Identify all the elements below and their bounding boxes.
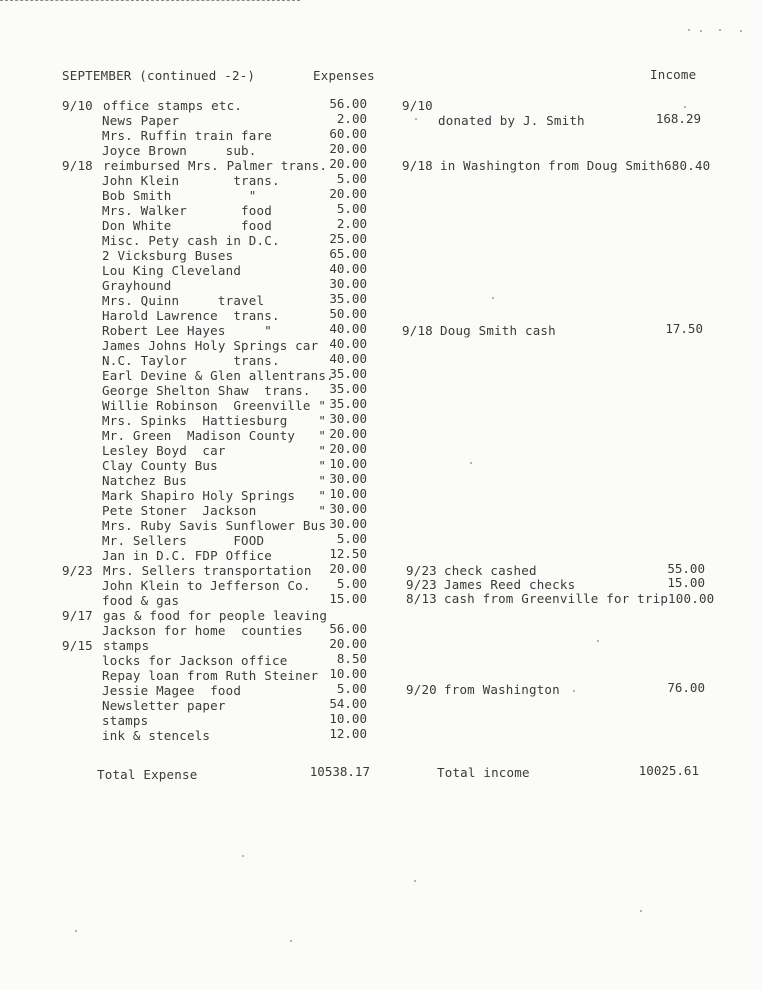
expense-amount: 5.00 [336, 681, 367, 696]
income-description: James Reed checks [444, 577, 576, 592]
total-income-label: Total income [437, 765, 530, 780]
total-expense-label: Total Expense [97, 767, 198, 782]
expense-description: James Johns Holy Springs car [102, 338, 319, 353]
expense-description: Clay County Bus " [102, 458, 327, 473]
expense-date: 9/17 [62, 608, 93, 623]
expense-amount: 30.00 [329, 516, 367, 531]
expense-amount: 2.00 [336, 216, 367, 231]
expense-amount: 60.00 [329, 126, 367, 141]
expense-amount: 30.00 [329, 411, 367, 426]
expense-description: gas & food for people leaving [103, 608, 328, 623]
scan-speck [415, 118, 417, 120]
expense-description: Lesley Boyd car " [102, 443, 327, 458]
income-date: 9/23 [406, 577, 437, 592]
expense-amount: 20.00 [329, 636, 367, 651]
expense-description: Newsletter paper [102, 698, 226, 713]
expense-amount: 25.00 [329, 231, 367, 246]
expense-date: 9/18 [62, 158, 93, 173]
scan-speck [719, 29, 721, 31]
expense-amount: 30.00 [329, 471, 367, 486]
income-column-header: Income [650, 67, 697, 82]
scan-speck [75, 930, 77, 932]
expense-amount: 12.50 [329, 546, 367, 561]
expense-description: Natchez Bus " [102, 473, 327, 488]
scan-speck [597, 640, 599, 642]
expense-description: Mrs. Ruby Savis Sunflower Bus [102, 518, 327, 533]
income-description: cash from Greenville for trip100.00 [444, 591, 715, 606]
expense-description: 2 Vicksburg Buses [102, 248, 234, 263]
income-description: from Washington [444, 682, 560, 697]
expense-description: Pete Stoner Jackson " [102, 503, 327, 518]
expense-description: John Klein to Jefferson Co. [102, 578, 311, 593]
expense-amount: 5.00 [336, 576, 367, 591]
income-amount: 15.00 [667, 575, 705, 590]
expense-description: Jessie Magee food [102, 683, 242, 698]
expense-amount: 20.00 [329, 426, 367, 441]
expense-description: Mrs. Spinks Hattiesburg " [102, 413, 327, 428]
expense-description: Misc. Pety cash in D.C. [102, 233, 280, 248]
section-heading: SEPTEMBER (continued -2-) [62, 68, 256, 83]
income-date: 9/18 [402, 158, 433, 173]
expense-description: Bob Smith " [102, 188, 257, 203]
expense-description: Lou King Cleveland [102, 263, 242, 278]
scan-speck [700, 30, 702, 32]
expense-amount: 20.00 [329, 441, 367, 456]
scan-speck [470, 462, 472, 464]
expense-description: Mr. Sellers FOOD [102, 533, 265, 548]
expense-description: Jackson for home counties [102, 623, 303, 638]
expenses-column-header: Expenses [313, 68, 375, 83]
scan-speck [414, 880, 416, 882]
expense-amount: 5.00 [336, 171, 367, 186]
expense-description: Mr. Green Madison County " [102, 428, 327, 443]
expense-amount: 8.50 [336, 651, 367, 666]
expense-description: Repay loan from Ruth Steiner [102, 668, 319, 683]
income-amount: 17.50 [665, 321, 703, 336]
expense-amount: 5.00 [336, 201, 367, 216]
expense-description: ink & stencels [102, 728, 211, 743]
expense-description: Willie Robinson Greenville " [102, 398, 327, 413]
scan-speck [290, 940, 292, 942]
income-date: 9/18 [402, 323, 433, 338]
expense-amount: 30.00 [329, 276, 367, 291]
expense-description: N.C. Taylor trans. [102, 353, 280, 368]
scan-edge-line [0, 0, 300, 1]
expense-date: 9/23 [62, 563, 93, 578]
expense-amount: 2.00 [336, 111, 367, 126]
expense-description: Mark Shapiro Holy Springs " [102, 488, 327, 503]
expense-amount: 40.00 [329, 336, 367, 351]
income-description: Doug Smith cash [440, 323, 556, 338]
expense-amount: 10.00 [329, 711, 367, 726]
scan-speck [684, 106, 686, 108]
expense-description: John Klein trans. [102, 173, 280, 188]
income-date: 9/10 [402, 98, 433, 113]
scan-speck [688, 29, 690, 31]
expense-description: office stamps etc. [103, 98, 243, 113]
expense-description: food & gas [102, 593, 180, 608]
expense-description: George Shelton Shaw trans. [102, 383, 311, 398]
expense-amount: 35.00 [329, 366, 367, 381]
expense-amount: 35.00 [329, 381, 367, 396]
total-income-value: 10025.61 [638, 763, 699, 778]
expense-description: stamps [103, 638, 150, 653]
expense-amount: 35.00 [329, 291, 367, 306]
expense-amount: 12.00 [329, 726, 367, 741]
income-amount: 76.00 [667, 680, 705, 695]
expense-description: Harold Lawrence trans. [102, 308, 280, 323]
income-amount: 55.00 [667, 561, 705, 576]
expense-amount: 56.00 [329, 621, 367, 636]
scan-speck [640, 910, 642, 912]
expense-amount: 35.00 [329, 396, 367, 411]
income-amount: 168.29 [655, 111, 701, 126]
expense-amount: 20.00 [329, 561, 367, 576]
income-date: 9/23 [406, 563, 437, 578]
expense-amount: 54.00 [329, 696, 367, 711]
income-date: 9/20 [406, 682, 437, 697]
expense-amount: 56.00 [329, 96, 367, 111]
expense-description: News Paper [102, 113, 180, 128]
expense-description: Grayhound [102, 278, 172, 293]
expense-amount: 20.00 [329, 141, 367, 156]
expense-description: Mrs. Quinn travel [102, 293, 265, 308]
income-description: check cashed [444, 563, 537, 578]
expense-description: Mrs. Ruffin train fare [102, 128, 272, 143]
expense-description: Mrs. Sellers transportation [103, 563, 312, 578]
expense-amount: 20.00 [329, 186, 367, 201]
expense-amount: 65.00 [329, 246, 367, 261]
income-description: in Washington from Doug Smith680.40 [440, 158, 711, 173]
expense-description: Earl Devine & Glen allentrans. [102, 368, 334, 383]
expense-amount: 5.00 [336, 531, 367, 546]
expense-amount: 40.00 [329, 261, 367, 276]
expense-date: 9/15 [62, 638, 93, 653]
expense-description: Don White food [102, 218, 272, 233]
expense-amount: 10.00 [329, 456, 367, 471]
expense-description: reimbursed Mrs. Palmer trans. [103, 158, 328, 173]
expense-description: Joyce Brown sub. [102, 143, 257, 158]
expense-amount: 15.00 [329, 591, 367, 606]
scan-speck [242, 855, 244, 857]
expense-description: locks for Jackson office [102, 653, 288, 668]
expense-date: 9/10 [62, 98, 93, 113]
scan-speck [573, 690, 575, 692]
scan-speck [740, 30, 742, 32]
expense-amount: 40.00 [329, 321, 367, 336]
expense-description: Jan in D.C. FDP Office [102, 548, 272, 563]
expense-description: Mrs. Walker food [102, 203, 272, 218]
expense-amount: 10.00 [329, 666, 367, 681]
income-date: 8/13 [406, 591, 437, 606]
income-description: donated by J. Smith [438, 113, 585, 128]
expense-description: stamps [102, 713, 149, 728]
scan-speck [492, 297, 494, 299]
expense-amount: 20.00 [329, 156, 367, 171]
total-expense-value: 10538.17 [309, 764, 370, 779]
expense-amount: 10.00 [329, 486, 367, 501]
expense-description: Robert Lee Hayes " [102, 323, 272, 338]
expense-amount: 50.00 [329, 306, 367, 321]
expense-amount: 30.00 [329, 501, 367, 516]
expense-amount: 40.00 [329, 351, 367, 366]
